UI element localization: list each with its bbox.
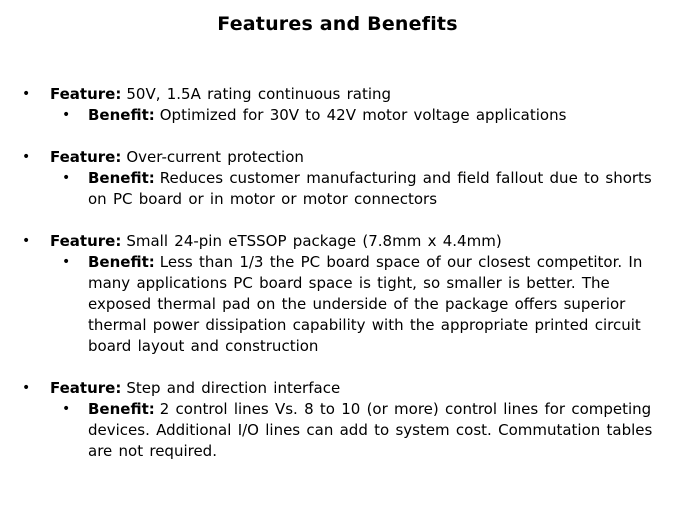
feature-description: Over-current protection [126,148,304,166]
benefit-description: 2 control lines Vs. 8 to 10 (or more) control lines for competing devices. Additional I/O lines can add to system cost. Commutation tables are not required. [88,400,653,460]
feature-label: Feature: [50,148,122,166]
benefits-list [50,252,657,357]
bullet-icon: • [62,254,71,270]
feature-item [22,378,657,462]
feature-description: Step and direction interface [126,379,341,397]
feature-label: Feature: [50,379,122,397]
benefit-line [88,168,657,210]
benefit-label: Benefit: [88,106,155,124]
feature-body [50,378,657,462]
bullet-icon: • [22,86,31,102]
benefit-item [62,105,657,126]
feature-line [50,147,657,168]
benefit-description: Reduces customer manufacturing and field fallout due to shorts on PC board or in motor or motor connectors [88,169,652,208]
feature-body [50,147,657,210]
feature-description: Small 24-pin eTSSOP package (7.8mm x 4.4mm) [126,232,502,250]
benefit-line [88,105,566,126]
benefit-line [88,399,657,462]
bullet-icon: • [62,401,71,417]
feature-item [22,147,657,210]
feature-description: 50V, 1.5A rating continuous rating [126,85,392,103]
benefit-label: Benefit: [88,400,155,418]
features-list [0,84,675,462]
bullet-icon: • [62,170,71,186]
bullet-icon: • [22,380,31,396]
feature-body [50,84,657,126]
benefits-list [50,105,657,126]
benefit-label: Benefit: [88,253,155,271]
benefit-item [62,252,657,357]
feature-item [22,84,657,126]
feature-line [50,378,657,399]
bullet-icon: • [22,233,31,249]
benefits-list [50,168,657,210]
benefit-line [88,252,657,357]
bullet-icon: • [62,107,71,123]
benefit-description: Less than 1/3 the PC board space of our closest competitor. In many applications PC board space is tight, so smaller is better. The exposed thermal pad on the underside of the package offers superior thermal power dissipation capability with the appropriate printed circuit board layout and construction [88,253,643,355]
feature-line [50,84,657,105]
feature-line [50,231,657,252]
benefit-description: Optimized for 30V to 42V motor voltage applications [159,106,567,124]
benefit-item [62,399,657,462]
feature-item [22,231,657,357]
benefit-label: Benefit: [88,169,155,187]
feature-label: Feature: [50,85,122,103]
benefits-list [50,399,657,462]
feature-label: Feature: [50,232,122,250]
page-title: Features and Benefits [217,13,458,35]
bullet-icon: • [22,149,31,165]
benefit-item [62,168,657,210]
feature-body [50,231,657,357]
